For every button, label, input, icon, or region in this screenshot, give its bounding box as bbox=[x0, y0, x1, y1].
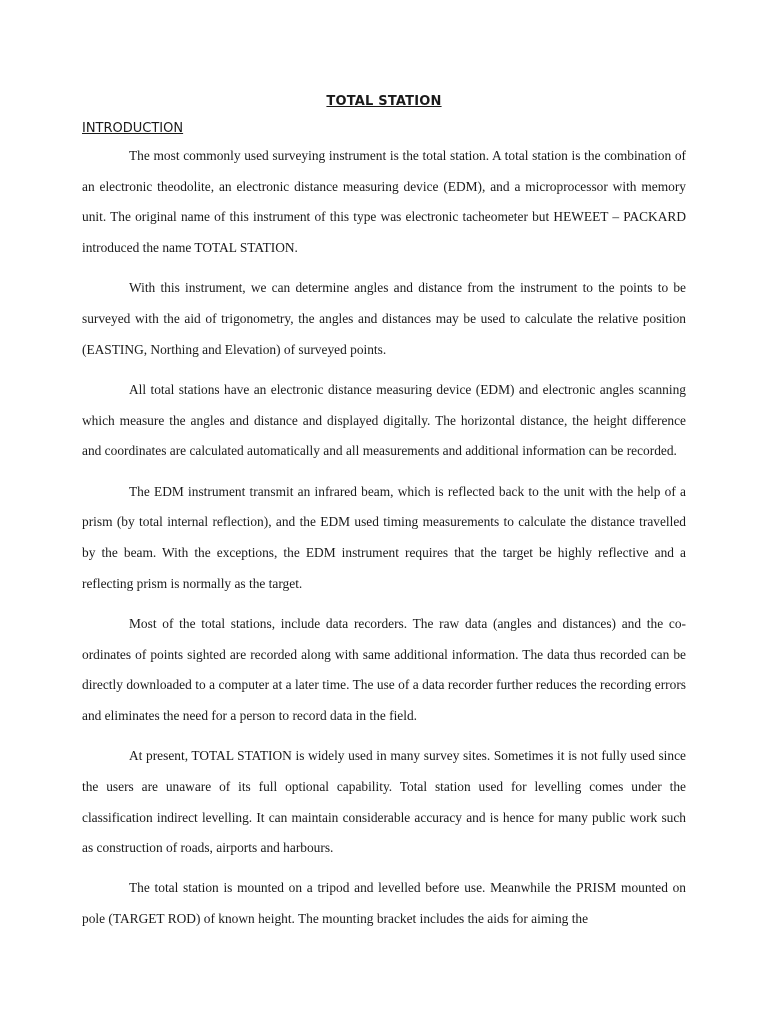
paragraph: All total stations have an electronic distance measuring device (EDM) and electronic angles scanning which measure the angles and distance and displayed digitally. The horizontal distance, the height difference and coordinates are calculated automatically and all measurements and additional information can be recorded. bbox=[82, 381, 686, 459]
section-heading: INTRODUCTION bbox=[82, 121, 184, 136]
paragraph: The total station is mounted on a tripod and levelled before use. Meanwhile the PRISM mounted on pole (TARGET ROD) of known height. The mounting bracket includes the aids for aiming the bbox=[82, 880, 686, 927]
page-title: TOTAL STATION bbox=[326, 94, 442, 109]
paragraph: Most of the total stations, include data recorders. The raw data (angles and distances) and the co-ordinates of points sighted are recorded along with same additional information. The data thus recorded can be directly downloaded to a computer at a later time. The use of a data recorder further reduces the recording errors and eliminates the need for a person to record data in the field. bbox=[82, 615, 686, 723]
paragraph: The most commonly used surveying instrument is the total station. A total station is the combination of an electronic theodolite, an electronic distance measuring device (EDM), and a microprocessor with memory unit. The original name of this instrument of this type was electronic tacheometer but HEWEET – PACKARD introduced the name TOTAL STATION. bbox=[82, 148, 686, 256]
paragraph: At present, TOTAL STATION is widely used in many survey sites. Sometimes it is not fully used since the users are unaware of its full optional capability. Total station used for levelling comes under the classification indirect levelling. It can maintain considerable accuracy and is hence for many public work such as construction of roads, airports and harbours. bbox=[82, 748, 686, 856]
paragraph: The EDM instrument transmit an infrared beam, which is reflected back to the unit with the help of a prism (by total internal reflection), and the EDM used timing measurements to calculate the distance travelled by the beam. With the exceptions, the EDM instrument requires that the target be highly reflective and a reflecting prism is normally as the target. bbox=[82, 483, 686, 591]
body-text bbox=[82, 141, 686, 944]
paragraph: With this instrument, we can determine angles and distance from the instrument to the points to be surveyed with the aid of trigonometry, the angles and distances may be used to calculate the relative position (EASTING, Northing and Elevation) of surveyed points. bbox=[82, 280, 686, 357]
